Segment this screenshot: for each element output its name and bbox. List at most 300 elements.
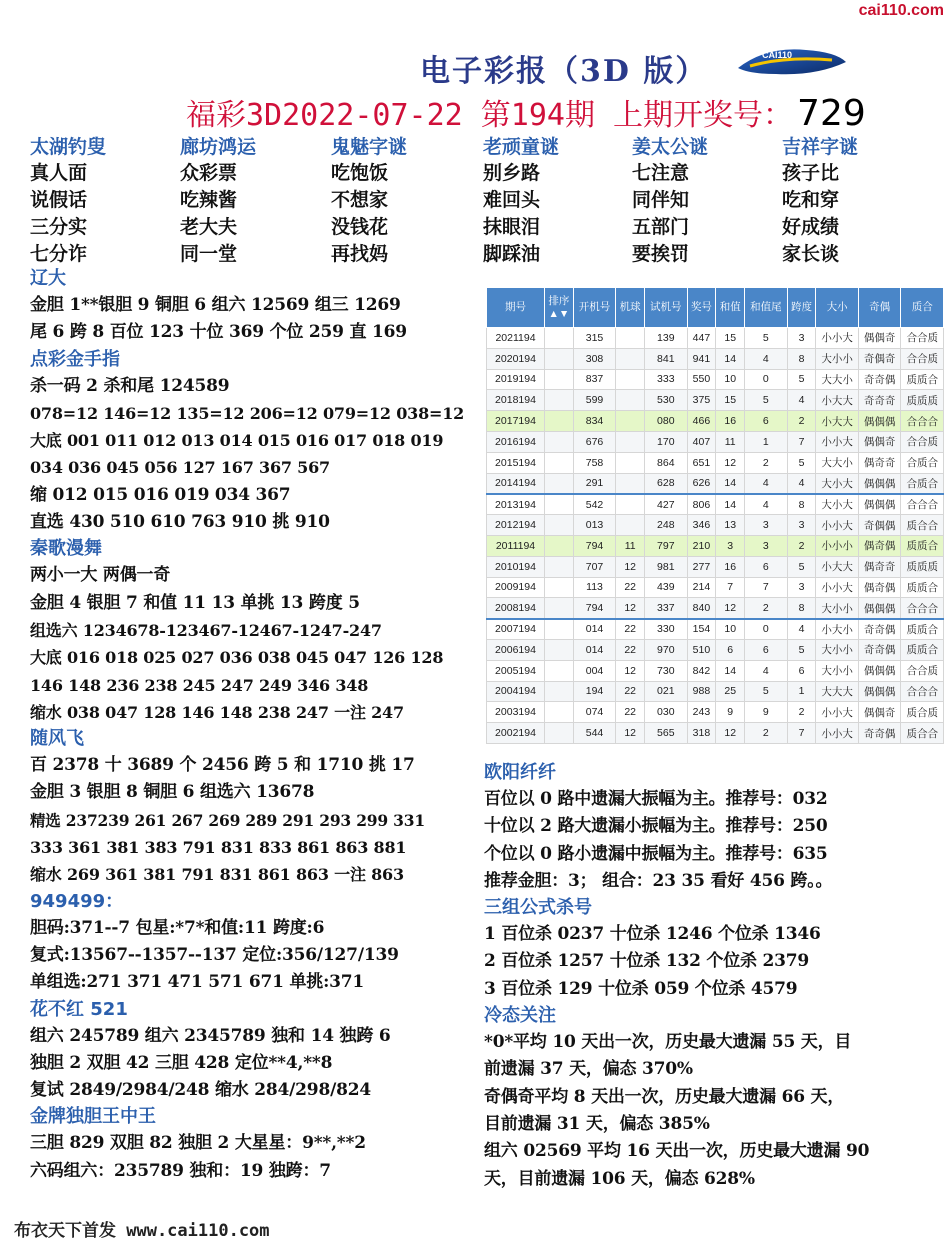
table-cell: 小小大 — [816, 702, 859, 723]
riddle-line: 抹眼泪 — [483, 216, 541, 238]
table-cell: 599 — [573, 390, 616, 411]
table-cell: 偶奇偶 — [858, 577, 901, 598]
table-cell: 5 — [787, 452, 816, 473]
table-cell: 308 — [573, 348, 616, 369]
table-cell: 3 — [745, 515, 788, 536]
table-cell: 014 — [573, 639, 616, 660]
table-cell: 合合质 — [901, 328, 944, 349]
table-cell: 2013194 — [487, 494, 545, 515]
table-cell — [616, 473, 645, 494]
table-cell: 794 — [573, 535, 616, 556]
column-header-open-number: 开机号 — [573, 288, 616, 328]
table-cell: 074 — [573, 702, 616, 723]
section-line: 三胆 829 双胆 82 独胆 2 大星星：9**,**2 — [30, 1133, 366, 1154]
table-cell: 676 — [573, 431, 616, 452]
riddle-line: 好成绩 — [782, 216, 840, 238]
table-cell: 3 — [745, 535, 788, 556]
table-cell: 3 — [787, 515, 816, 536]
table-cell — [616, 411, 645, 432]
table-cell: 080 — [645, 411, 688, 432]
riddle-author: 太湖钓叟 — [30, 136, 107, 158]
table-cell — [545, 494, 574, 515]
section-line: 金胆 4 银胆 7 和值 11 13 单挑 13 跨度 5 — [30, 592, 360, 613]
section-line: 333 361 381 383 791 831 833 861 863 881 — [30, 838, 407, 858]
table-row — [487, 452, 944, 473]
table-cell: 6 — [745, 639, 788, 660]
table-cell: 大小小 — [816, 639, 859, 660]
section-line: 缩 012 015 016 019 034 367 — [30, 484, 291, 505]
table-cell: 806 — [687, 494, 716, 515]
riddle-line: 吃饱饭 — [331, 162, 389, 184]
table-cell: 小小小 — [816, 535, 859, 556]
table-cell: 730 — [645, 660, 688, 681]
table-cell: 8 — [787, 494, 816, 515]
riddle-line: 再找妈 — [331, 243, 389, 265]
table-row — [487, 515, 944, 536]
column-header-period: 期号 — [487, 288, 545, 328]
table-cell — [616, 328, 645, 349]
table-cell: 2002194 — [487, 723, 545, 744]
table-cell: 质质合 — [901, 639, 944, 660]
table-cell: 质质质 — [901, 390, 944, 411]
table-cell: 偶奇奇 — [858, 556, 901, 577]
table-cell: 1 — [745, 431, 788, 452]
table-cell: 2017194 — [487, 411, 545, 432]
table-row — [487, 494, 944, 515]
section-line: 天，目前遗漏 106 天，偏态 628% — [484, 1168, 755, 1189]
table-cell: 14 — [716, 494, 745, 515]
column-header-sort[interactable]: 排序 ▲▼ — [545, 288, 574, 328]
table-cell: 22 — [616, 619, 645, 640]
table-cell: 质质合 — [901, 619, 944, 640]
table-cell: 2008194 — [487, 598, 545, 619]
table-cell — [545, 328, 574, 349]
table-cell: 707 — [573, 556, 616, 577]
table-cell: 981 — [645, 556, 688, 577]
table-cell: 9 — [745, 702, 788, 723]
table-cell: 7 — [745, 577, 788, 598]
table-cell: 16 — [716, 556, 745, 577]
table-cell: 14 — [716, 348, 745, 369]
table-cell: 2018194 — [487, 390, 545, 411]
table-row — [487, 390, 944, 411]
draw-headline — [186, 90, 866, 134]
table-cell: 030 — [645, 702, 688, 723]
table-cell: 质质质 — [901, 556, 944, 577]
section-title: 秦歌漫舞 — [30, 538, 102, 560]
table-cell: 大大小 — [816, 452, 859, 473]
table-cell: 214 — [687, 577, 716, 598]
table-cell: 510 — [687, 639, 716, 660]
table-cell — [616, 515, 645, 536]
right-column — [484, 760, 924, 1193]
table-cell — [616, 431, 645, 452]
table-cell: 941 — [687, 348, 716, 369]
table-cell: 842 — [687, 660, 716, 681]
section-line: 尾 6 跨 8 百位 123 十位 369 个位 259 直 169 — [30, 322, 407, 343]
riddle-author: 廊坊鸿运 — [180, 136, 257, 158]
table-cell — [545, 515, 574, 536]
table-cell: 3 — [716, 535, 745, 556]
table-cell: 质质合 — [901, 535, 944, 556]
table-cell: 10 — [716, 369, 745, 390]
table-cell: 544 — [573, 723, 616, 744]
table-cell: 2015194 — [487, 452, 545, 473]
riddle-column — [180, 132, 330, 266]
riddle-author: 吉祥字谜 — [782, 136, 859, 158]
table-cell: 797 — [645, 535, 688, 556]
table-cell — [545, 639, 574, 660]
section-line: 推荐金胆：3； 组合：23 35 看好 456 跨。。 — [484, 870, 833, 891]
table-cell: 2006194 — [487, 639, 545, 660]
history-table — [486, 287, 944, 744]
section-line: 金胆 3 银胆 8 铜胆 6 组选六 13678 — [30, 782, 315, 803]
table-row — [487, 556, 944, 577]
riddle-line: 三分实 — [30, 216, 88, 238]
table-cell: 2007194 — [487, 619, 545, 640]
table-cell — [545, 660, 574, 681]
table-cell: 奇偶奇 — [858, 348, 901, 369]
table-cell: 22 — [616, 681, 645, 702]
riddle-line: 七注意 — [632, 162, 690, 184]
table-cell — [545, 473, 574, 494]
table-cell: 大小小 — [816, 348, 859, 369]
table-cell: 2014194 — [487, 473, 545, 494]
table-cell: 小小大 — [816, 431, 859, 452]
table-cell: 6 — [716, 639, 745, 660]
riddle-column — [483, 132, 633, 266]
column-header-span: 跨度 — [787, 288, 816, 328]
table-cell: 合合合 — [901, 681, 944, 702]
riddle-line: 吃和穿 — [782, 189, 840, 211]
section-line: 组选六 1234678-123467-12467-1247-247 — [30, 620, 382, 640]
table-cell: 奇奇偶 — [858, 369, 901, 390]
table-row — [487, 348, 944, 369]
table-cell: 奇偶偶 — [858, 515, 901, 536]
table-cell: 0 — [745, 619, 788, 640]
table-cell: 447 — [687, 328, 716, 349]
table-cell: 2005194 — [487, 660, 545, 681]
table-row — [487, 639, 944, 660]
table-cell: 5 — [745, 681, 788, 702]
table-cell: 840 — [687, 598, 716, 619]
section-line: 大底 001 011 012 013 014 015 016 017 018 019 — [30, 431, 444, 451]
table-cell: 奇奇奇 — [858, 390, 901, 411]
column-header-test-number: 试机号 — [645, 288, 688, 328]
table-cell: 9 — [716, 702, 745, 723]
table-cell: 337 — [645, 598, 688, 619]
table-row — [487, 681, 944, 702]
table-cell: 542 — [573, 494, 616, 515]
section-line: 精选 237239 261 267 269 289 291 293 299 331 — [30, 810, 425, 830]
table-cell: 2004194 — [487, 681, 545, 702]
table-cell — [616, 369, 645, 390]
table-cell: 626 — [687, 473, 716, 494]
table-cell: 243 — [687, 702, 716, 723]
table-cell — [545, 369, 574, 390]
section-line: 3 百位杀 129 十位杀 059 个位杀 4579 — [484, 978, 798, 999]
table-cell: 大小大 — [816, 494, 859, 515]
table-cell: 质合合 — [901, 723, 944, 744]
table-cell: 偶偶奇 — [858, 328, 901, 349]
table-cell — [616, 390, 645, 411]
table-row — [487, 535, 944, 556]
column-header-prime: 质合 — [901, 288, 944, 328]
table-cell: 550 — [687, 369, 716, 390]
table-cell — [545, 452, 574, 473]
table-cell: 质合合 — [901, 515, 944, 536]
table-cell: 奇奇偶 — [858, 619, 901, 640]
table-cell: 7 — [716, 577, 745, 598]
table-cell: 小小大 — [816, 723, 859, 744]
table-cell: 2 — [787, 411, 816, 432]
table-cell: 11 — [716, 431, 745, 452]
table-cell: 12 — [616, 660, 645, 681]
table-cell: 6 — [745, 411, 788, 432]
table-cell: 14 — [716, 473, 745, 494]
table-cell: 013 — [573, 515, 616, 536]
section-line: 百 2378 十 3689 个 2456 跨 5 和 1710 挑 17 — [30, 755, 415, 776]
section-line: 金胆 1**银胆 9 铜胆 6 组六 12569 组三 1269 — [30, 295, 401, 315]
table-cell: 小大小 — [816, 619, 859, 640]
table-cell: 2011194 — [487, 535, 545, 556]
table-cell: 2 — [787, 702, 816, 723]
table-cell: 0 — [745, 369, 788, 390]
table-cell: 4 — [745, 494, 788, 515]
table-cell: 2012194 — [487, 515, 545, 536]
column-header-machine-ball: 机球 — [616, 288, 645, 328]
table-cell: 113 — [573, 577, 616, 598]
table-cell — [545, 390, 574, 411]
riddle-line: 别乡路 — [483, 162, 541, 184]
table-cell: 偶奇奇 — [858, 452, 901, 473]
section-line: 组六 245789 组六 2345789 独和 14 独跨 6 — [30, 1025, 391, 1046]
table-row — [487, 660, 944, 681]
table-cell: 651 — [687, 452, 716, 473]
table-cell: 22 — [616, 702, 645, 723]
table-cell — [545, 681, 574, 702]
table-cell: 质质合 — [901, 577, 944, 598]
table-cell — [545, 556, 574, 577]
riddle-column — [331, 132, 481, 266]
table-cell: 合质合 — [901, 473, 944, 494]
table-cell: 2016194 — [487, 431, 545, 452]
column-header-parity: 奇偶 — [858, 288, 901, 328]
riddle-line: 不想家 — [331, 189, 389, 211]
table-cell: 质合质 — [901, 702, 944, 723]
table-cell: 偶偶偶 — [858, 473, 901, 494]
table-cell: 大大大 — [816, 681, 859, 702]
riddle-line: 要挨罚 — [632, 243, 690, 265]
table-cell: 25 — [716, 681, 745, 702]
site-tag[interactable]: cai110.com — [858, 2, 944, 19]
section-title: 949499： — [30, 890, 124, 912]
table-cell: 194 — [573, 681, 616, 702]
table-cell: 10 — [716, 619, 745, 640]
section-line: 独胆 2 双胆 42 三胆 428 定位**4,**8 — [30, 1052, 333, 1073]
table-cell: 837 — [573, 369, 616, 390]
table-cell: 合合合 — [901, 411, 944, 432]
riddle-author: 鬼魅字谜 — [331, 136, 408, 158]
riddle-line: 五部门 — [632, 216, 690, 238]
table-cell: 988 — [687, 681, 716, 702]
table-cell: 12 — [716, 452, 745, 473]
table-cell: 合质合 — [901, 452, 944, 473]
table-cell: 014 — [573, 619, 616, 640]
section-line: 六码组六：235789 独和：19 独跨：7 — [30, 1160, 331, 1181]
table-cell: 5 — [787, 369, 816, 390]
table-cell: 22 — [616, 639, 645, 660]
table-cell: 12 — [616, 556, 645, 577]
table-row — [487, 619, 944, 640]
table-cell: 小大大 — [816, 556, 859, 577]
section-line: 个位以 0 路小遗漏中振幅为主。推荐号：635 — [484, 843, 828, 864]
table-cell: 6 — [745, 556, 788, 577]
table-cell — [616, 348, 645, 369]
table-cell: 864 — [645, 452, 688, 473]
table-cell: 15 — [716, 390, 745, 411]
table-cell: 合合质 — [901, 660, 944, 681]
table-cell: 4 — [745, 660, 788, 681]
table-cell: 偶奇偶 — [858, 535, 901, 556]
table-cell: 小小大 — [816, 328, 859, 349]
table-row — [487, 723, 944, 744]
riddle-line: 同伴知 — [632, 189, 690, 211]
table-cell: 7 — [787, 723, 816, 744]
table-row — [487, 369, 944, 390]
table-cell: 565 — [645, 723, 688, 744]
riddle-line: 脚踩油 — [483, 243, 541, 265]
table-cell: 466 — [687, 411, 716, 432]
section-line: 078=12 146=12 135=12 206=12 079=12 038=12 — [30, 403, 465, 423]
riddle-line: 说假话 — [30, 189, 88, 211]
riddle-line: 真人面 — [30, 162, 88, 184]
table-cell: 1 — [787, 681, 816, 702]
table-cell: 4 — [787, 390, 816, 411]
table-cell — [545, 535, 574, 556]
table-cell: 628 — [645, 473, 688, 494]
table-cell: 794 — [573, 598, 616, 619]
table-cell: 2009194 — [487, 577, 545, 598]
column-header-sum: 和值 — [716, 288, 745, 328]
table-cell: 小小大 — [816, 577, 859, 598]
table-cell: 小小大 — [816, 515, 859, 536]
section-line: 2 百位杀 1257 十位杀 132 个位杀 2379 — [484, 951, 810, 972]
section-title: 三组公式杀号 — [484, 897, 592, 919]
table-cell: 偶偶偶 — [858, 494, 901, 515]
column-header-sum-tail: 和值尾 — [745, 288, 788, 328]
section-line: 缩水 038 047 128 146 148 238 247 一注 247 — [30, 702, 404, 722]
left-column — [30, 266, 470, 1185]
table-cell: 021 — [645, 681, 688, 702]
riddle-column — [30, 132, 180, 266]
headline-title: 福彩3D2022-07-22 第194期 上期开奖号： — [186, 98, 794, 133]
section-title: 随风飞 — [30, 728, 84, 750]
section-title: 花不红 521 — [30, 998, 128, 1020]
riddle-column — [782, 132, 932, 266]
table-cell: 5 — [787, 639, 816, 660]
table-cell: 758 — [573, 452, 616, 473]
section-title: 欧阳纤纤 — [484, 762, 556, 783]
table-cell: 248 — [645, 515, 688, 536]
table-cell: 346 — [687, 515, 716, 536]
site-logo — [736, 40, 848, 80]
riddle-author: 姜太公谜 — [632, 136, 709, 158]
section-line: 奇偶奇平均 8 天出一次，历史最大遗漏 66 天， — [484, 1086, 845, 1107]
table-cell: 834 — [573, 411, 616, 432]
table-cell: 11 — [616, 535, 645, 556]
riddle-line: 孩子比 — [782, 162, 840, 184]
table-cell: 3 — [787, 328, 816, 349]
table-cell: 小大大 — [816, 390, 859, 411]
table-cell: 407 — [687, 431, 716, 452]
table-cell: 大大小 — [816, 369, 859, 390]
table-cell: 530 — [645, 390, 688, 411]
table-cell: 439 — [645, 577, 688, 598]
table-cell: 427 — [645, 494, 688, 515]
table-cell: 12 — [716, 598, 745, 619]
table-cell: 8 — [787, 598, 816, 619]
table-cell: 大小小 — [816, 598, 859, 619]
table-cell: 4 — [787, 473, 816, 494]
section-title: 辽大 — [30, 268, 66, 289]
table-cell: 大小大 — [816, 473, 859, 494]
table-cell: 小大大 — [816, 411, 859, 432]
section-line: 目前遗漏 31 天，偏态 385% — [484, 1113, 710, 1134]
table-cell — [616, 452, 645, 473]
section-line: 大底 016 018 025 027 036 038 045 047 126 128 — [30, 648, 444, 668]
table-cell: 318 — [687, 723, 716, 744]
table-cell — [545, 723, 574, 744]
table-cell — [545, 702, 574, 723]
riddle-line: 老大夫 — [180, 216, 238, 238]
table-cell: 12 — [716, 723, 745, 744]
table-cell: 偶偶奇 — [858, 702, 901, 723]
riddle-author: 老顽童谜 — [483, 136, 560, 158]
table-cell — [545, 411, 574, 432]
table-cell: 154 — [687, 619, 716, 640]
table-cell: 偶偶偶 — [858, 598, 901, 619]
table-cell: 291 — [573, 473, 616, 494]
table-cell: 2021194 — [487, 328, 545, 349]
table-cell: 6 — [787, 660, 816, 681]
footer-credit: 布衣天下首发 www.cai110.com — [14, 1221, 270, 1241]
table-cell: 210 — [687, 535, 716, 556]
section-line: 复试 2849/2984/248 缩水 284/298/824 — [30, 1080, 371, 1101]
table-cell: 12 — [616, 598, 645, 619]
table-row — [487, 577, 944, 598]
section-line: 十位以 2 路大遗漏小振幅为主。推荐号：250 — [484, 816, 828, 837]
table-cell: 奇奇偶 — [858, 723, 901, 744]
table-cell: 16 — [716, 411, 745, 432]
logo-text: CAI110 — [762, 50, 793, 60]
table-cell: 质质合 — [901, 369, 944, 390]
riddle-line: 同一堂 — [180, 243, 238, 265]
table-cell: 15 — [716, 328, 745, 349]
table-cell: 合合合 — [901, 598, 944, 619]
riddle-line: 难回头 — [483, 189, 541, 211]
column-header-size: 大小 — [816, 288, 859, 328]
table-cell: 2019194 — [487, 369, 545, 390]
table-cell: 5 — [787, 556, 816, 577]
section-line: 前遗漏 37 天，偏态 370% — [484, 1059, 693, 1080]
sort-arrows-icon: ▲▼ — [548, 307, 570, 320]
section-title: 冷态关注 — [484, 1005, 556, 1027]
riddle-line: 七分诈 — [30, 243, 88, 265]
table-cell: 合合质 — [901, 348, 944, 369]
table-cell: 偶偶偶 — [858, 681, 901, 702]
riddle-column — [632, 132, 782, 266]
